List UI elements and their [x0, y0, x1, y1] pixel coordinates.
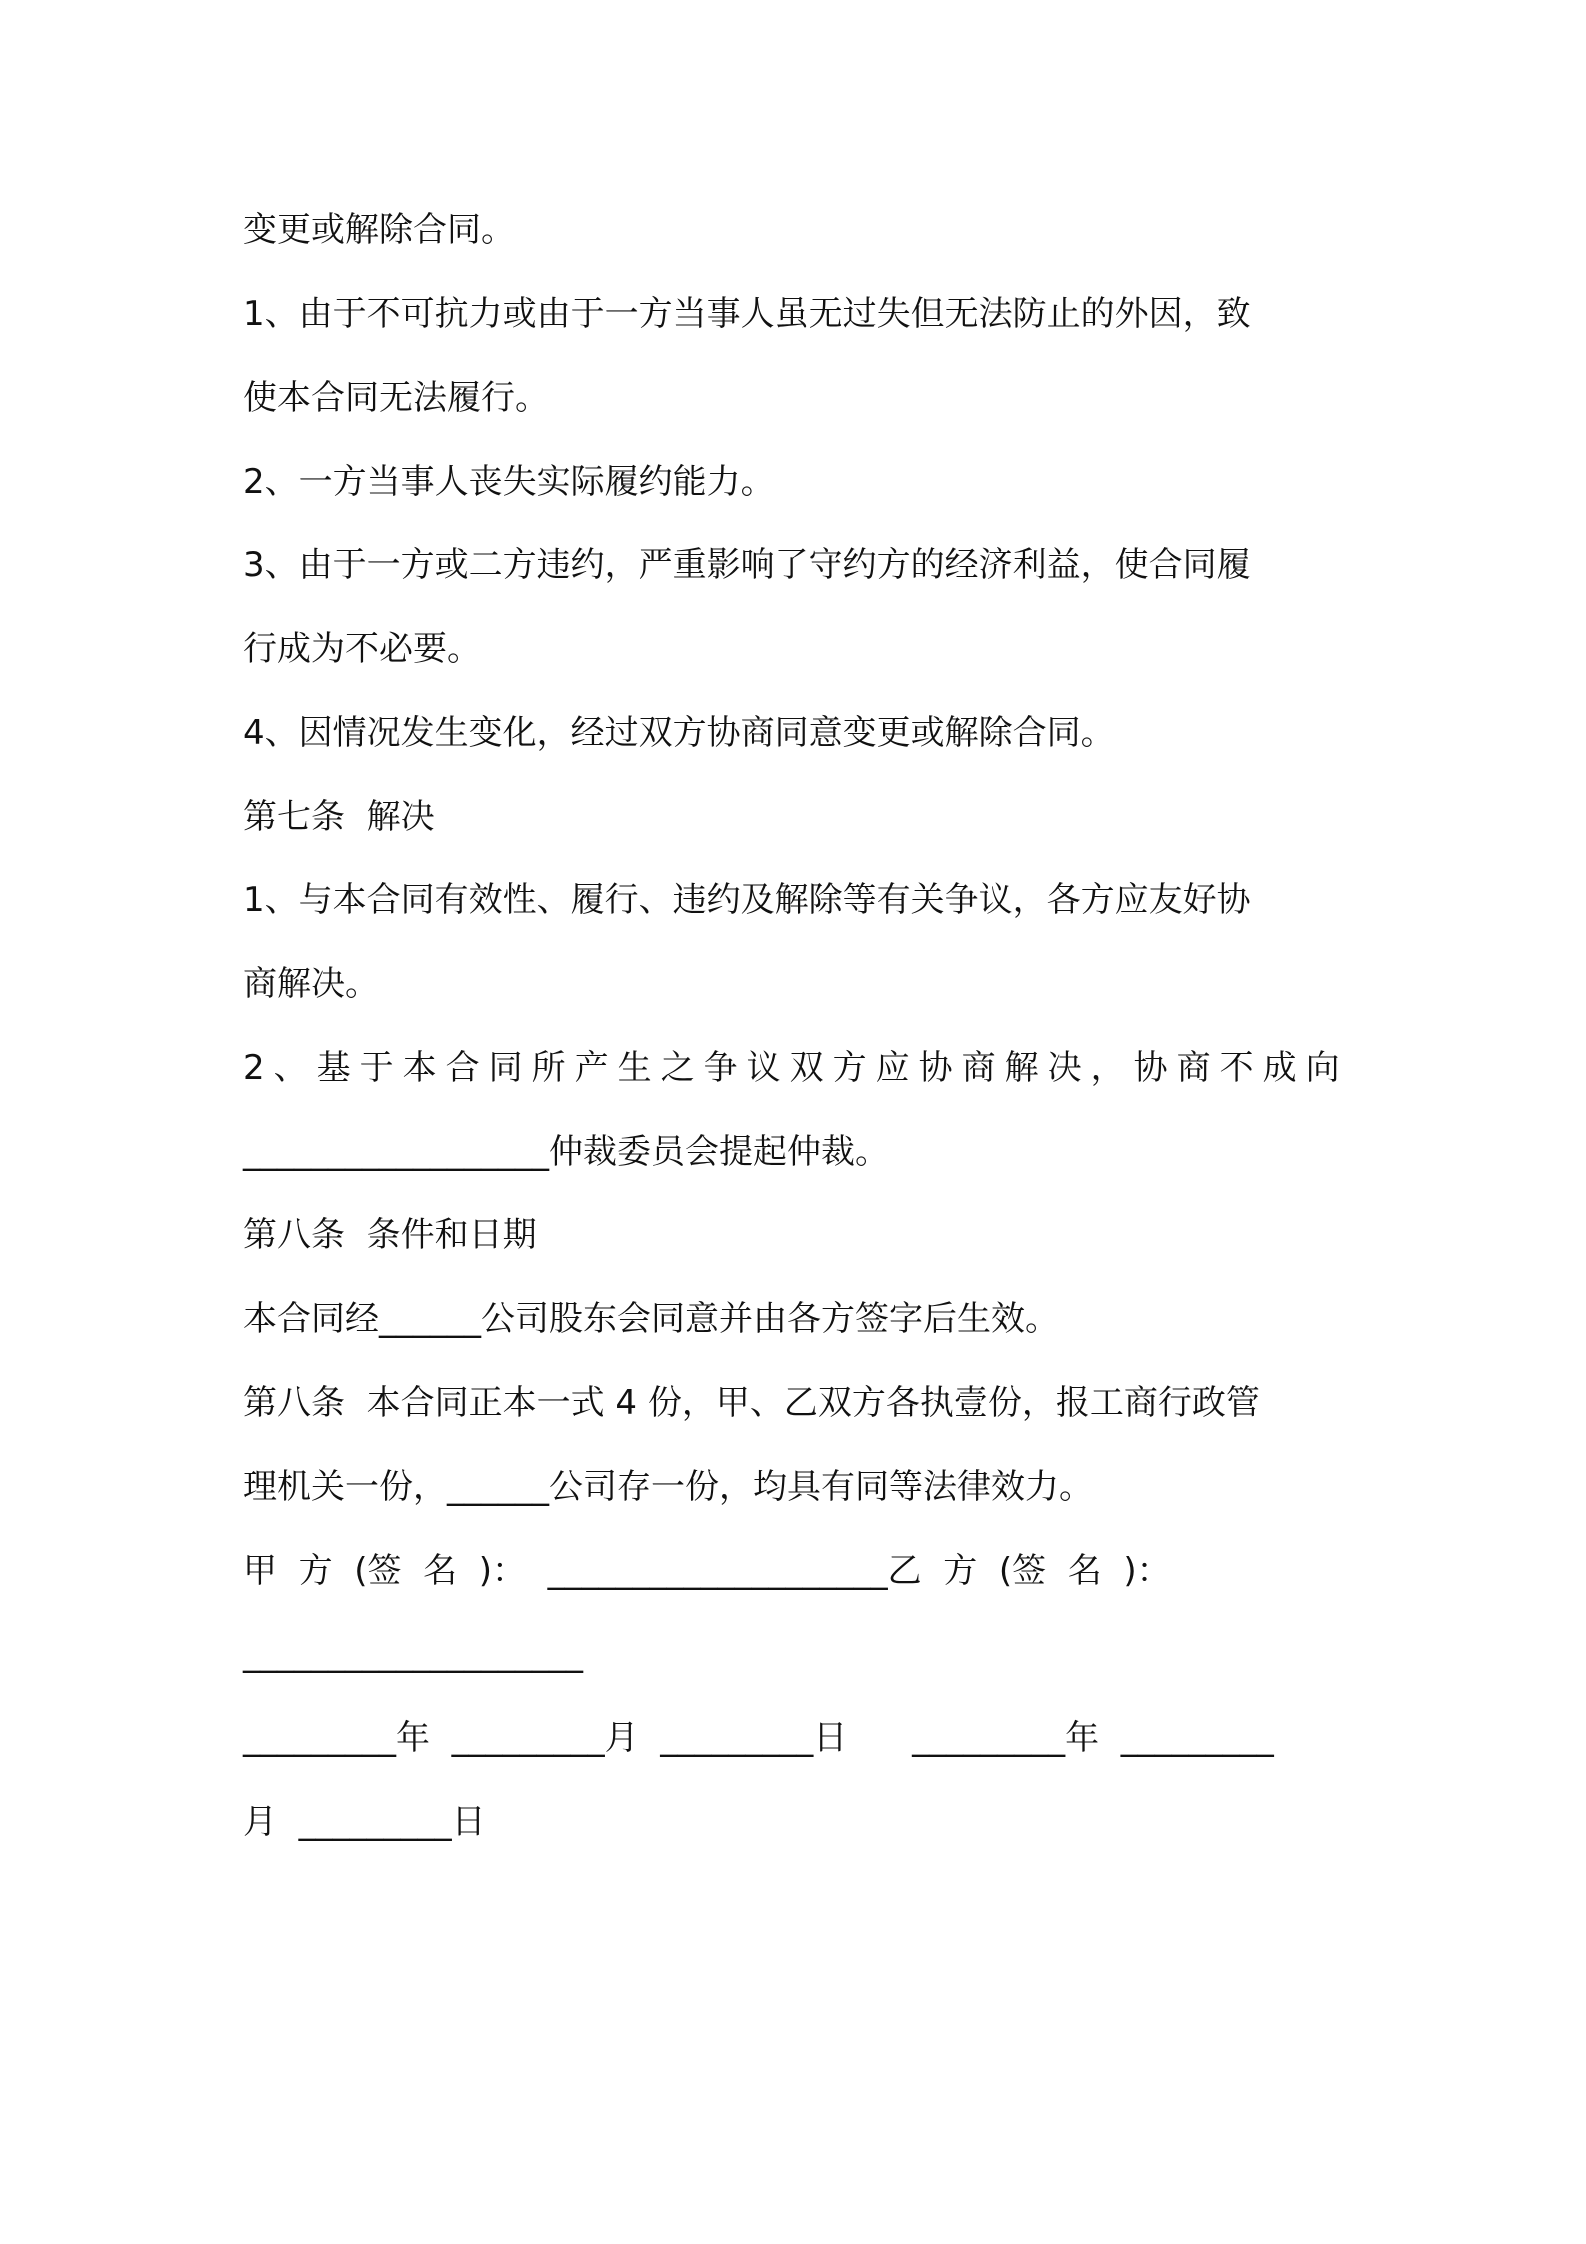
signature-line: 甲 方 (签 名 )： ____________________乙 方 (签 名 )：: [243, 1551, 1171, 1591]
date-line-end: 月 _________日: [243, 1802, 486, 1842]
text-line-09: 1、与本合同有效性、履行、违约及解除等有关争议，各方应友好协: [243, 880, 1251, 920]
text-line-14: 本合同经______公司股东会同意并由各方签字后生效。: [243, 1299, 1059, 1339]
article-7-heading: 第七条 解决: [243, 797, 435, 837]
text-line-07: 4、因情况发生变化，经过双方协商同意变更或解除合同。: [243, 713, 1115, 753]
text-line-05: 3、由于一方或二方违约，严重影响了守约方的经济利益，使合同履: [243, 545, 1251, 585]
text-line-06: 行成为不必要。: [243, 629, 481, 669]
text-line-12: __________________仲裁委员会提起仲裁。: [243, 1132, 889, 1172]
text-line-01: 变更或解除合同。: [243, 210, 515, 250]
text-line-03: 使本合同无法履行。: [243, 378, 549, 418]
text-line-04: 2、一方当事人丧失实际履约能力。: [243, 462, 775, 502]
text-line-02: 1、由于不可抗力或由于一方当事人虽无过失但无法防止的外因，致: [243, 294, 1251, 334]
date-line: _________年 _________月 _________日 _________年 _________: [243, 1718, 1274, 1758]
text-line-11: 2、基于本合同所产生之争议双方应协商解决，协商不成向: [243, 1048, 1349, 1088]
text-line-15: 第八条 本合同正本一式 4 份，甲、乙双方各执壹份，报工商行政管: [243, 1383, 1260, 1423]
text-line-16: 理机关一份，______公司存一份，均具有同等法律效力。: [243, 1467, 1093, 1507]
text-line-10: 商解决。: [243, 964, 379, 1004]
article-8-heading: 第八条 条件和日期: [243, 1215, 537, 1255]
signature-blank: ____________________: [243, 1634, 583, 1674]
